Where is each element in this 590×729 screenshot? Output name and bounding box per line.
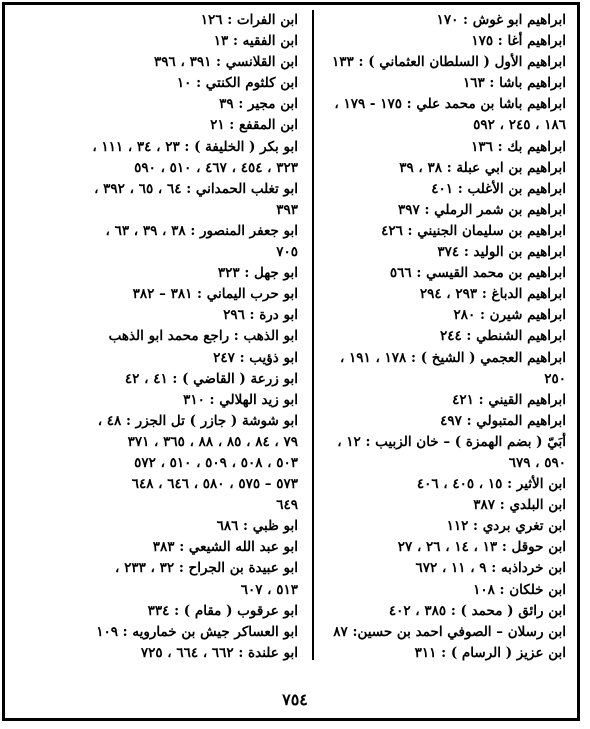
index-entry: ابراهيم القيني : ٤٢١ [452, 391, 566, 408]
index-entry: ٧٠٥ [276, 244, 298, 261]
index-entry: ٦٤٩ [276, 497, 298, 514]
index-entry: ابن خلكان : ١٠٨ [473, 581, 566, 598]
index-entry: ابو العساكر جيش بن خمارويه : ١٠٩ [96, 623, 298, 640]
index-entry: ابو تغلب الحمداني : ٦٤ ، ٦٥ ، ٣٩٢ ، [94, 180, 298, 197]
index-column-left [36, 10, 298, 664]
index-entry: ابراهيم الأول ( السلطان العثماني ) : ١٣٣ [332, 54, 566, 71]
index-entry: ابن رسلان – الصوفي احمد بن حسين: ٨٧ [333, 623, 566, 640]
index-entry: ابو جهل : ٣٢٣ [217, 265, 298, 282]
index-entry: ابراهيم شيرن : ٢٨٠ [453, 307, 566, 324]
index-entry: ١٨٦ ، ٢٤٥ ، ٥٩٢ [473, 117, 566, 134]
index-entry: ابن تغري بردي : ١١٢ [446, 518, 566, 535]
index-entry: ابراهيم المتبولي : ٤٩٧ [440, 412, 566, 429]
index-entry: ابراهيم باشا : ١٦٣ [462, 75, 566, 92]
index-entry: ابو زرعة ( القاضي ) : ٤١ ، ٤٢ [124, 370, 298, 387]
index-entry: ابن عزيز ( الرسام ) : ٣١١ [414, 644, 566, 661]
index-entry: ابراهيم ابو غوش : ١٧٠ [436, 12, 566, 28]
index-entry: ابو شوشة ( جازر ) تل الجزر : ٤٨ ، [97, 412, 298, 429]
page-number: ٧٥٤ [282, 690, 308, 709]
index-entry: ٢٥٠ [544, 370, 566, 387]
index-entry: ابن المقفع : ٢١ [210, 117, 298, 134]
index-entry: ابراهيم الدباغ : ٢٩٣ ، ٢٩٤ [419, 286, 566, 303]
index-entry: ابن مجير : ٣٩ [219, 96, 298, 113]
index-entry: ابراهيم بن الوليد : ٣٧٤ [437, 244, 566, 261]
index-entry: ابو عبيدة بن الجراح : ٣٢ ، ٢٣٣ ، [115, 560, 298, 577]
index-entry: ابو الذهب : راجع محمد ابو الذهب [108, 328, 298, 345]
index-entry: ابراهيم بن سليمان الجنيني : ٤٢٦ [381, 222, 566, 239]
index-entry: ابو علندة : ٦٦٢ ، ٦٦٤ ، ٧٢٥ [140, 644, 298, 661]
index-entry: ابو جعفر المنصور : ٣٨ ، ٣٩ ، ٦٣ ، [105, 222, 298, 239]
index-entry: ابن الأثير : ١٥ ، ٤٠٥ ، ٤٠٦ [416, 476, 566, 493]
index-entry: ابراهيم بن ابي عبلة : ٣٨ ، ٣٩ [399, 159, 566, 176]
index-entry: ابن الفرات : ١٢٦ [200, 12, 298, 28]
index-entry: ابن رائق ( محمد ) : ٣٨٥ ، ٤٠٢ [388, 602, 566, 619]
index-entry: ابن خرداذبه : ٩ ، ١١ ، ٦٧٢ [415, 560, 566, 577]
index-entry: ٣٢٣ ، ٤٥٤ ، ٤٦٧ ، ٥١٠ ، ٥٩٠ [134, 159, 298, 176]
index-entry: ٥١٣ ، ٦٠٧ [240, 581, 298, 598]
index-entry: ابو زيد الهلالي : ٣١٠ [183, 391, 298, 408]
index-entry: ابو بكر ( الخليفة ) : ٢٣ ، ٣٤ ، ١١١ ، [92, 138, 298, 155]
index-entry: ابو ذؤيب : ٢٤٧ [213, 349, 298, 366]
index-entry: ٥٩٠ ، ٦٧٩ [508, 454, 566, 471]
index-entry: ابو عرقوب ( مقام ) : ٣٣٤ [147, 602, 298, 619]
index-entry: أُبَيّ ( بضم الهمزة ) – خان الزبيب : ١٢ ، [337, 433, 566, 450]
index-entry: ابراهيم بن شمر الرملي : ٣٩٧ [398, 201, 566, 218]
index-entry: ابراهيم بن الأغلب : ٤٠١ [431, 180, 566, 197]
index-entry: ابن كلثوم الكنتي : ١٠ [176, 75, 298, 92]
index-entry: ٥٠٣ ، ٥٠٨ ، ٥٠٩ ، ٥١٠ ، ٥٧٢ [134, 454, 298, 471]
index-entry: ابو حرب اليماني : ٣٨١ – ٣٨٢ [132, 286, 298, 303]
index-entry: ٥٧٣ – ٥٧٥ ، ٥٨٠ ، ٦٤٦ ، ٦٤٨ [131, 476, 298, 493]
index-entry: ابراهيم الشنطي : ٢٤٤ [439, 328, 566, 345]
index-entry: ابن البلدي : ٣٨٧ [473, 497, 566, 514]
index-entry: ابراهيم بن محمد القيسي : ٥٦٦ [389, 265, 566, 282]
index-entry: ابو عبد الله الشيعي : ٣٨٣ [152, 539, 298, 556]
index-entry: ابن القلانسي : ٣٩١ ، ٣٩٦ [154, 54, 298, 71]
index-entry: ابو درة : ٢٩٦ [223, 307, 298, 324]
index-column-right [304, 10, 566, 664]
index-entry: ٧٩ ، ٨٤ ، ٨٥ ، ٨٨ ، ٣٦٥ ، ٣٧١ [127, 433, 298, 450]
index-entry: ابراهيم أغا : ١٧٥ [471, 33, 566, 50]
index-entry: ابراهيم بك : ١٣٦ [471, 138, 566, 155]
index-entry: ابراهيم باشا بن محمد علي : ١٧٥ - ١٧٩ ، [334, 96, 566, 113]
index-entry: ابراهيم العجمي ( الشيخ ) : ١٧٨ ، ١٩١ ، [339, 349, 566, 366]
index-entry: ٣٩٣ [276, 201, 298, 218]
index-entry: ابو ظبي : ٦٨٦ [216, 518, 298, 535]
index-entry: ابن حوقل : ١٣ ، ١٤ ، ٢٦ ، ٢٧ [397, 539, 566, 556]
index-entry: ابن الفقيه : ١٣ [213, 33, 298, 50]
